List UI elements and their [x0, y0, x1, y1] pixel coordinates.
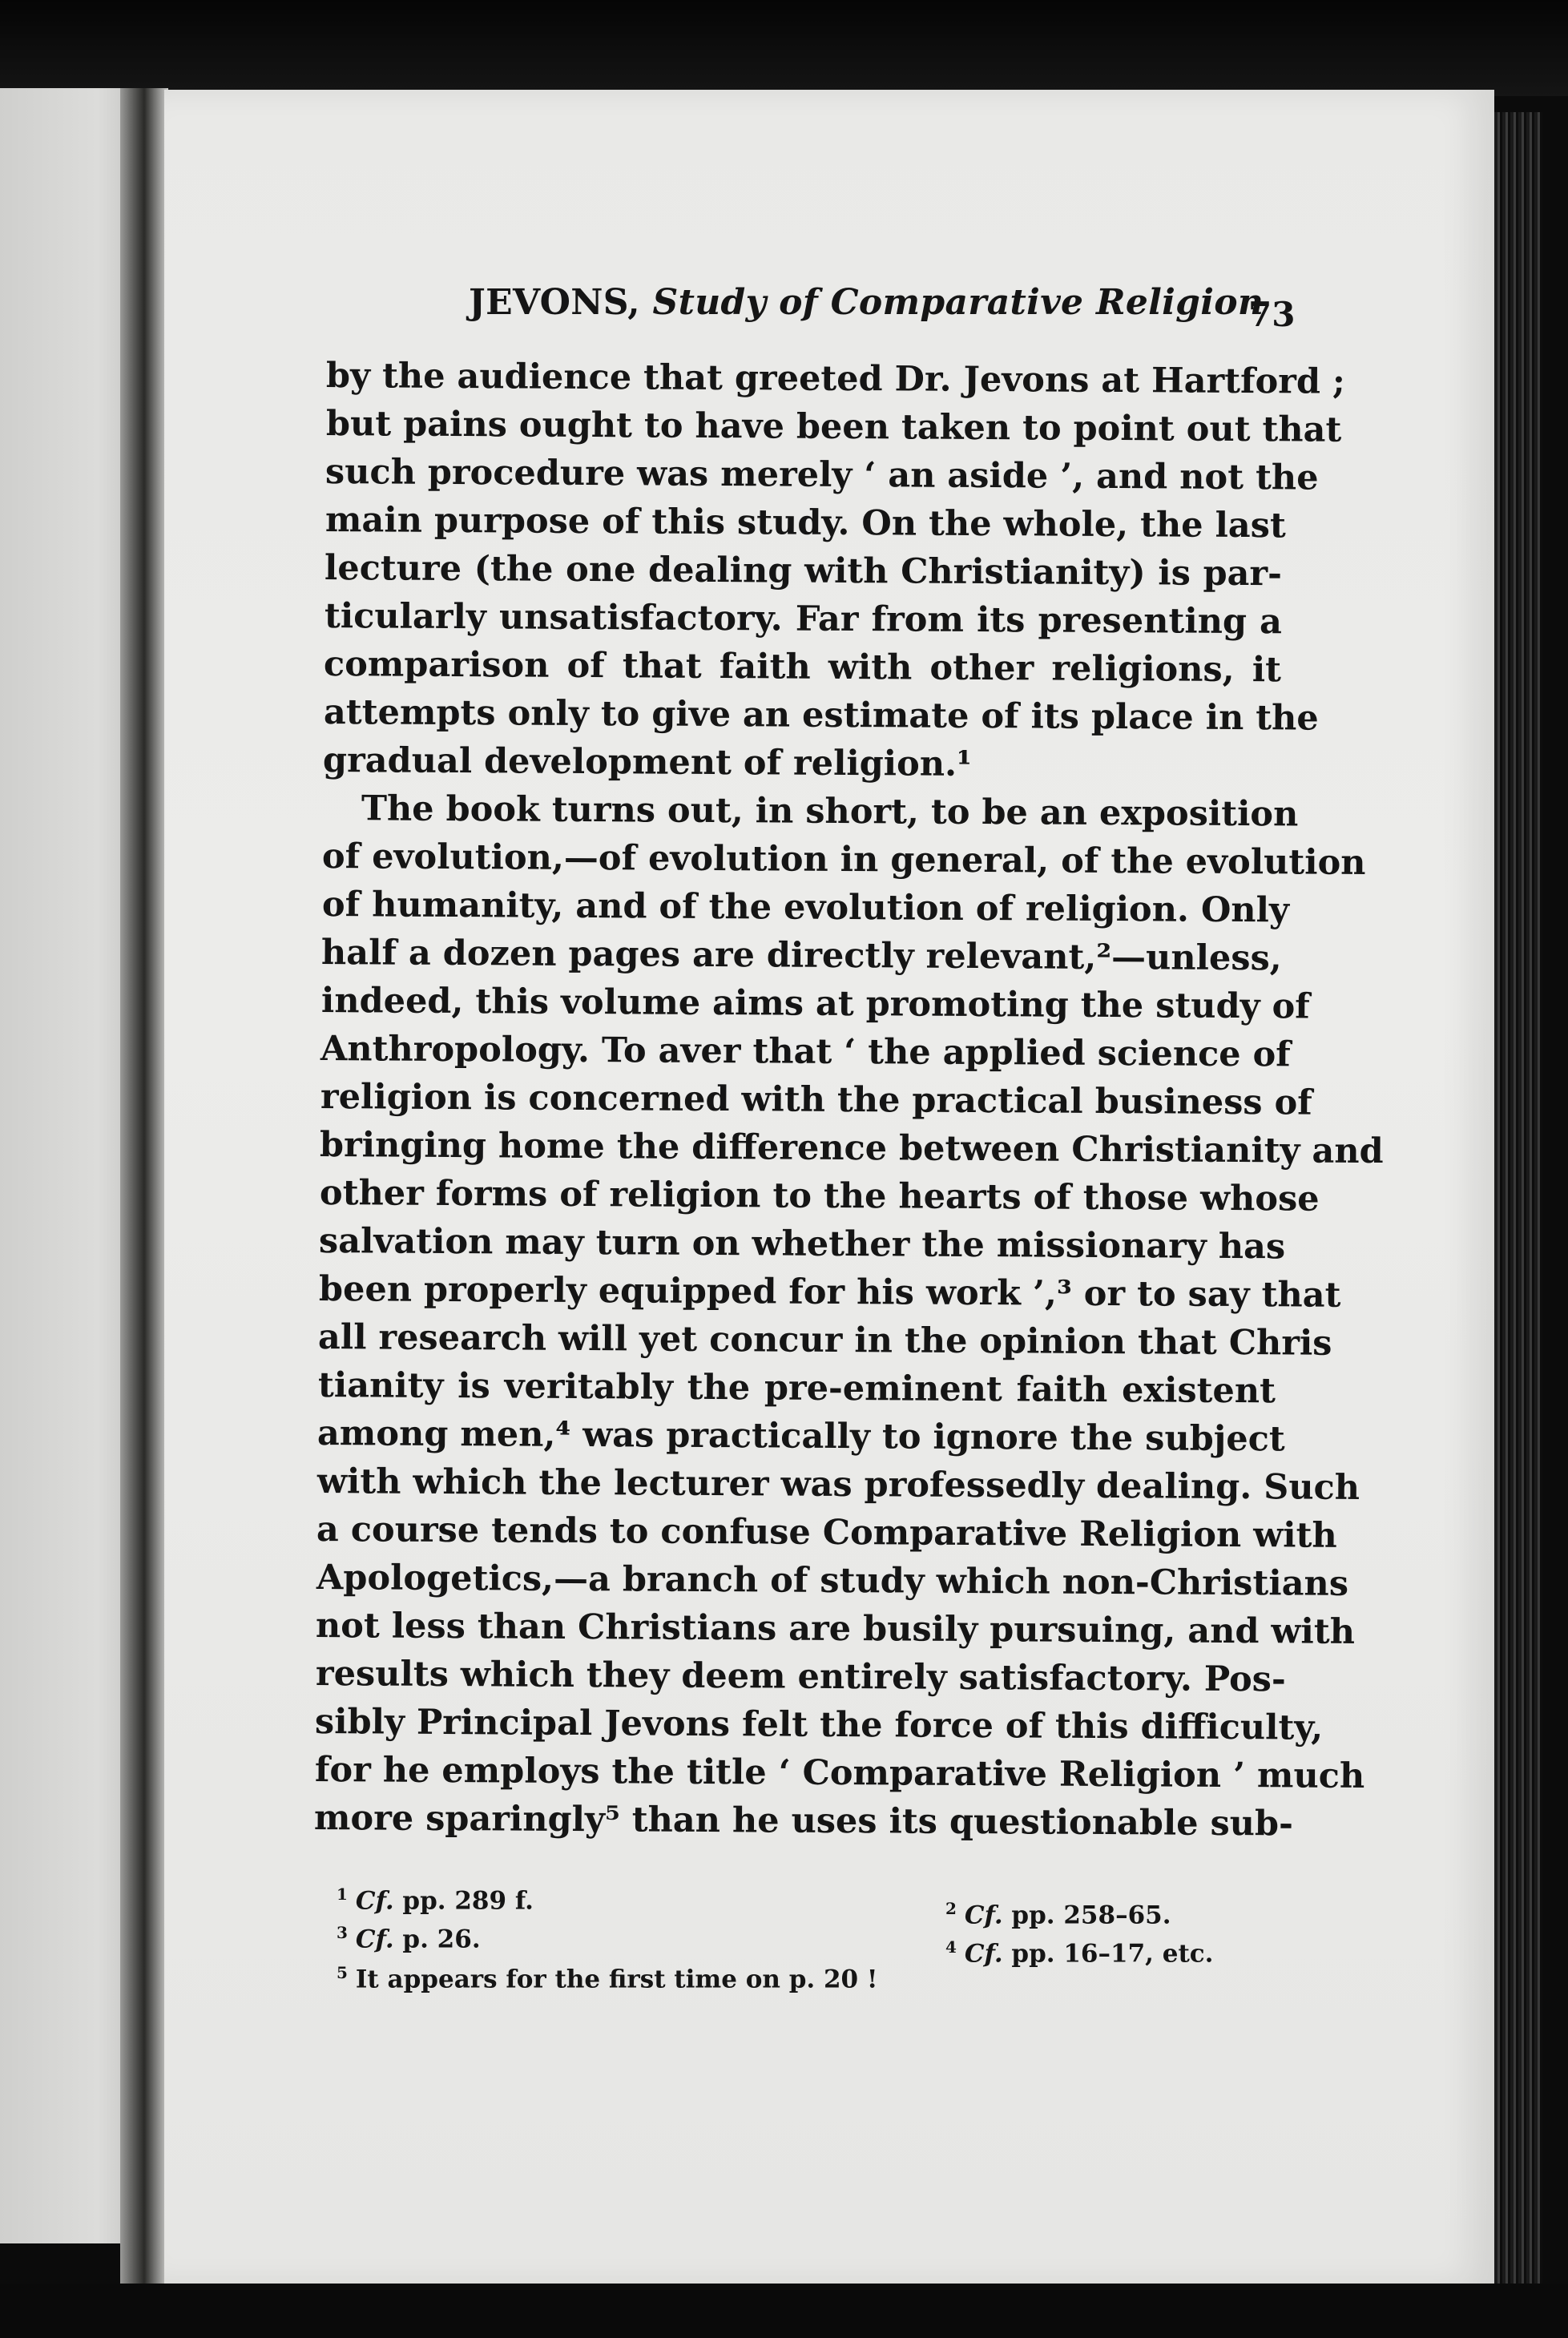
text-line: lecture (the one dealing with Christianity) is par- [324, 548, 1283, 595]
text-line: main purpose of this study. On the whole, the last [324, 500, 1286, 546]
text-line: been properly equipped for his work ’,³ or to say that [318, 1269, 1341, 1316]
text-line: salvation may turn on whether the missionary has [318, 1221, 1286, 1268]
footnote-3 [337, 1923, 481, 1953]
text-line: half a dozen pages are directly relevant,²—unless, [320, 933, 1282, 979]
running-head-author: JEVONS, [469, 282, 640, 323]
footnote-text: pp. 289 f. [402, 1886, 534, 1916]
text-line: by the audience that greeted Dr. Jevons at Hartford ; [325, 356, 1345, 402]
footnote-number: 2 [945, 1899, 957, 1918]
text-line: indeed, this volume aims at promoting the study of [320, 981, 1310, 1027]
text-line: comparison of that faith with other religions, it [323, 644, 1282, 691]
text-line: such procedure was merely ‘ an aside ’, and not the [324, 452, 1319, 498]
text-line: of evolution,—of evolution in general, of the evolution [321, 836, 1366, 883]
footnote-1 [337, 1885, 534, 1915]
footnote-cf: Cf. [355, 1925, 394, 1954]
footnote-text: pp. 16–17, etc. [1011, 1939, 1214, 1969]
footnote-5 [337, 1963, 878, 1993]
footnote-cf: Cf. [964, 1901, 1003, 1930]
text-line: gradual development of religion.¹ [322, 740, 973, 784]
text-line: attempts only to give an estimate of its place in the [323, 692, 1319, 739]
text-line: all research will yet concur in the opinion that Chris [317, 1317, 1332, 1364]
text-line: for he employs the title ‘ Comparative Religion ’ much [314, 1750, 1365, 1797]
text-line: The book turns out, in short, to be an exposition [361, 788, 1299, 835]
page-number: 73 [1248, 295, 1296, 334]
text-line: results which they deem entirely satisfactory. Pos- [315, 1654, 1286, 1700]
text-line: tianity is veritably the pre-eminent faith existent [317, 1365, 1276, 1412]
footnote-4 [945, 1937, 1213, 1968]
running-head-title: Study of Comparative Religion [652, 282, 1264, 323]
footnote-text: It appears for the first time on p. 20 ! [355, 1965, 878, 1994]
footnote-text: pp. 258–65. [1011, 1901, 1171, 1930]
text-line: religion is concerned with the practical business of [320, 1077, 1312, 1123]
text-line: other forms of religion to the hearts of those whose [319, 1173, 1320, 1219]
footnote-text: p. 26. [402, 1925, 481, 1954]
footnote-cf: Cf. [355, 1886, 394, 1916]
text-line: not less than Christians are busily pursuing, and with [315, 1606, 1356, 1652]
footnote-number: 1 [337, 1885, 348, 1904]
footnote-2 [945, 1899, 1171, 1929]
text-line: more sparingly⁵ than he uses its questionable sub- [313, 1798, 1294, 1844]
text-line: sibly Principal Jevons felt the force of this difficulty, [314, 1702, 1324, 1748]
text-line: Anthropology. To aver that ‘ the applied science of [320, 1029, 1291, 1075]
text-line: ticularly unsatisfactory. Far from its presenting a [324, 596, 1283, 643]
text-line: with which the lecturer was professedly dealing. Such [316, 1461, 1360, 1508]
footnote-cf: Cf. [964, 1939, 1003, 1969]
footnote-number: 3 [337, 1923, 348, 1942]
text-line: bringing home the difference between Christianity and [319, 1125, 1384, 1172]
text-line: Apologetics,—a branch of study which non-Christians [316, 1558, 1349, 1604]
footnote-number: 5 [337, 1963, 348, 1982]
text-line: among men,⁴ was practically to ignore the subject [316, 1413, 1285, 1460]
text-line: a course tends to confuse Comparative Religion with [316, 1510, 1337, 1556]
text-line: of humanity, and of the evolution of religion. Only [321, 885, 1290, 931]
text-line: but pains ought to have been taken to point out that [325, 404, 1342, 450]
footnote-number: 4 [945, 1937, 957, 1957]
